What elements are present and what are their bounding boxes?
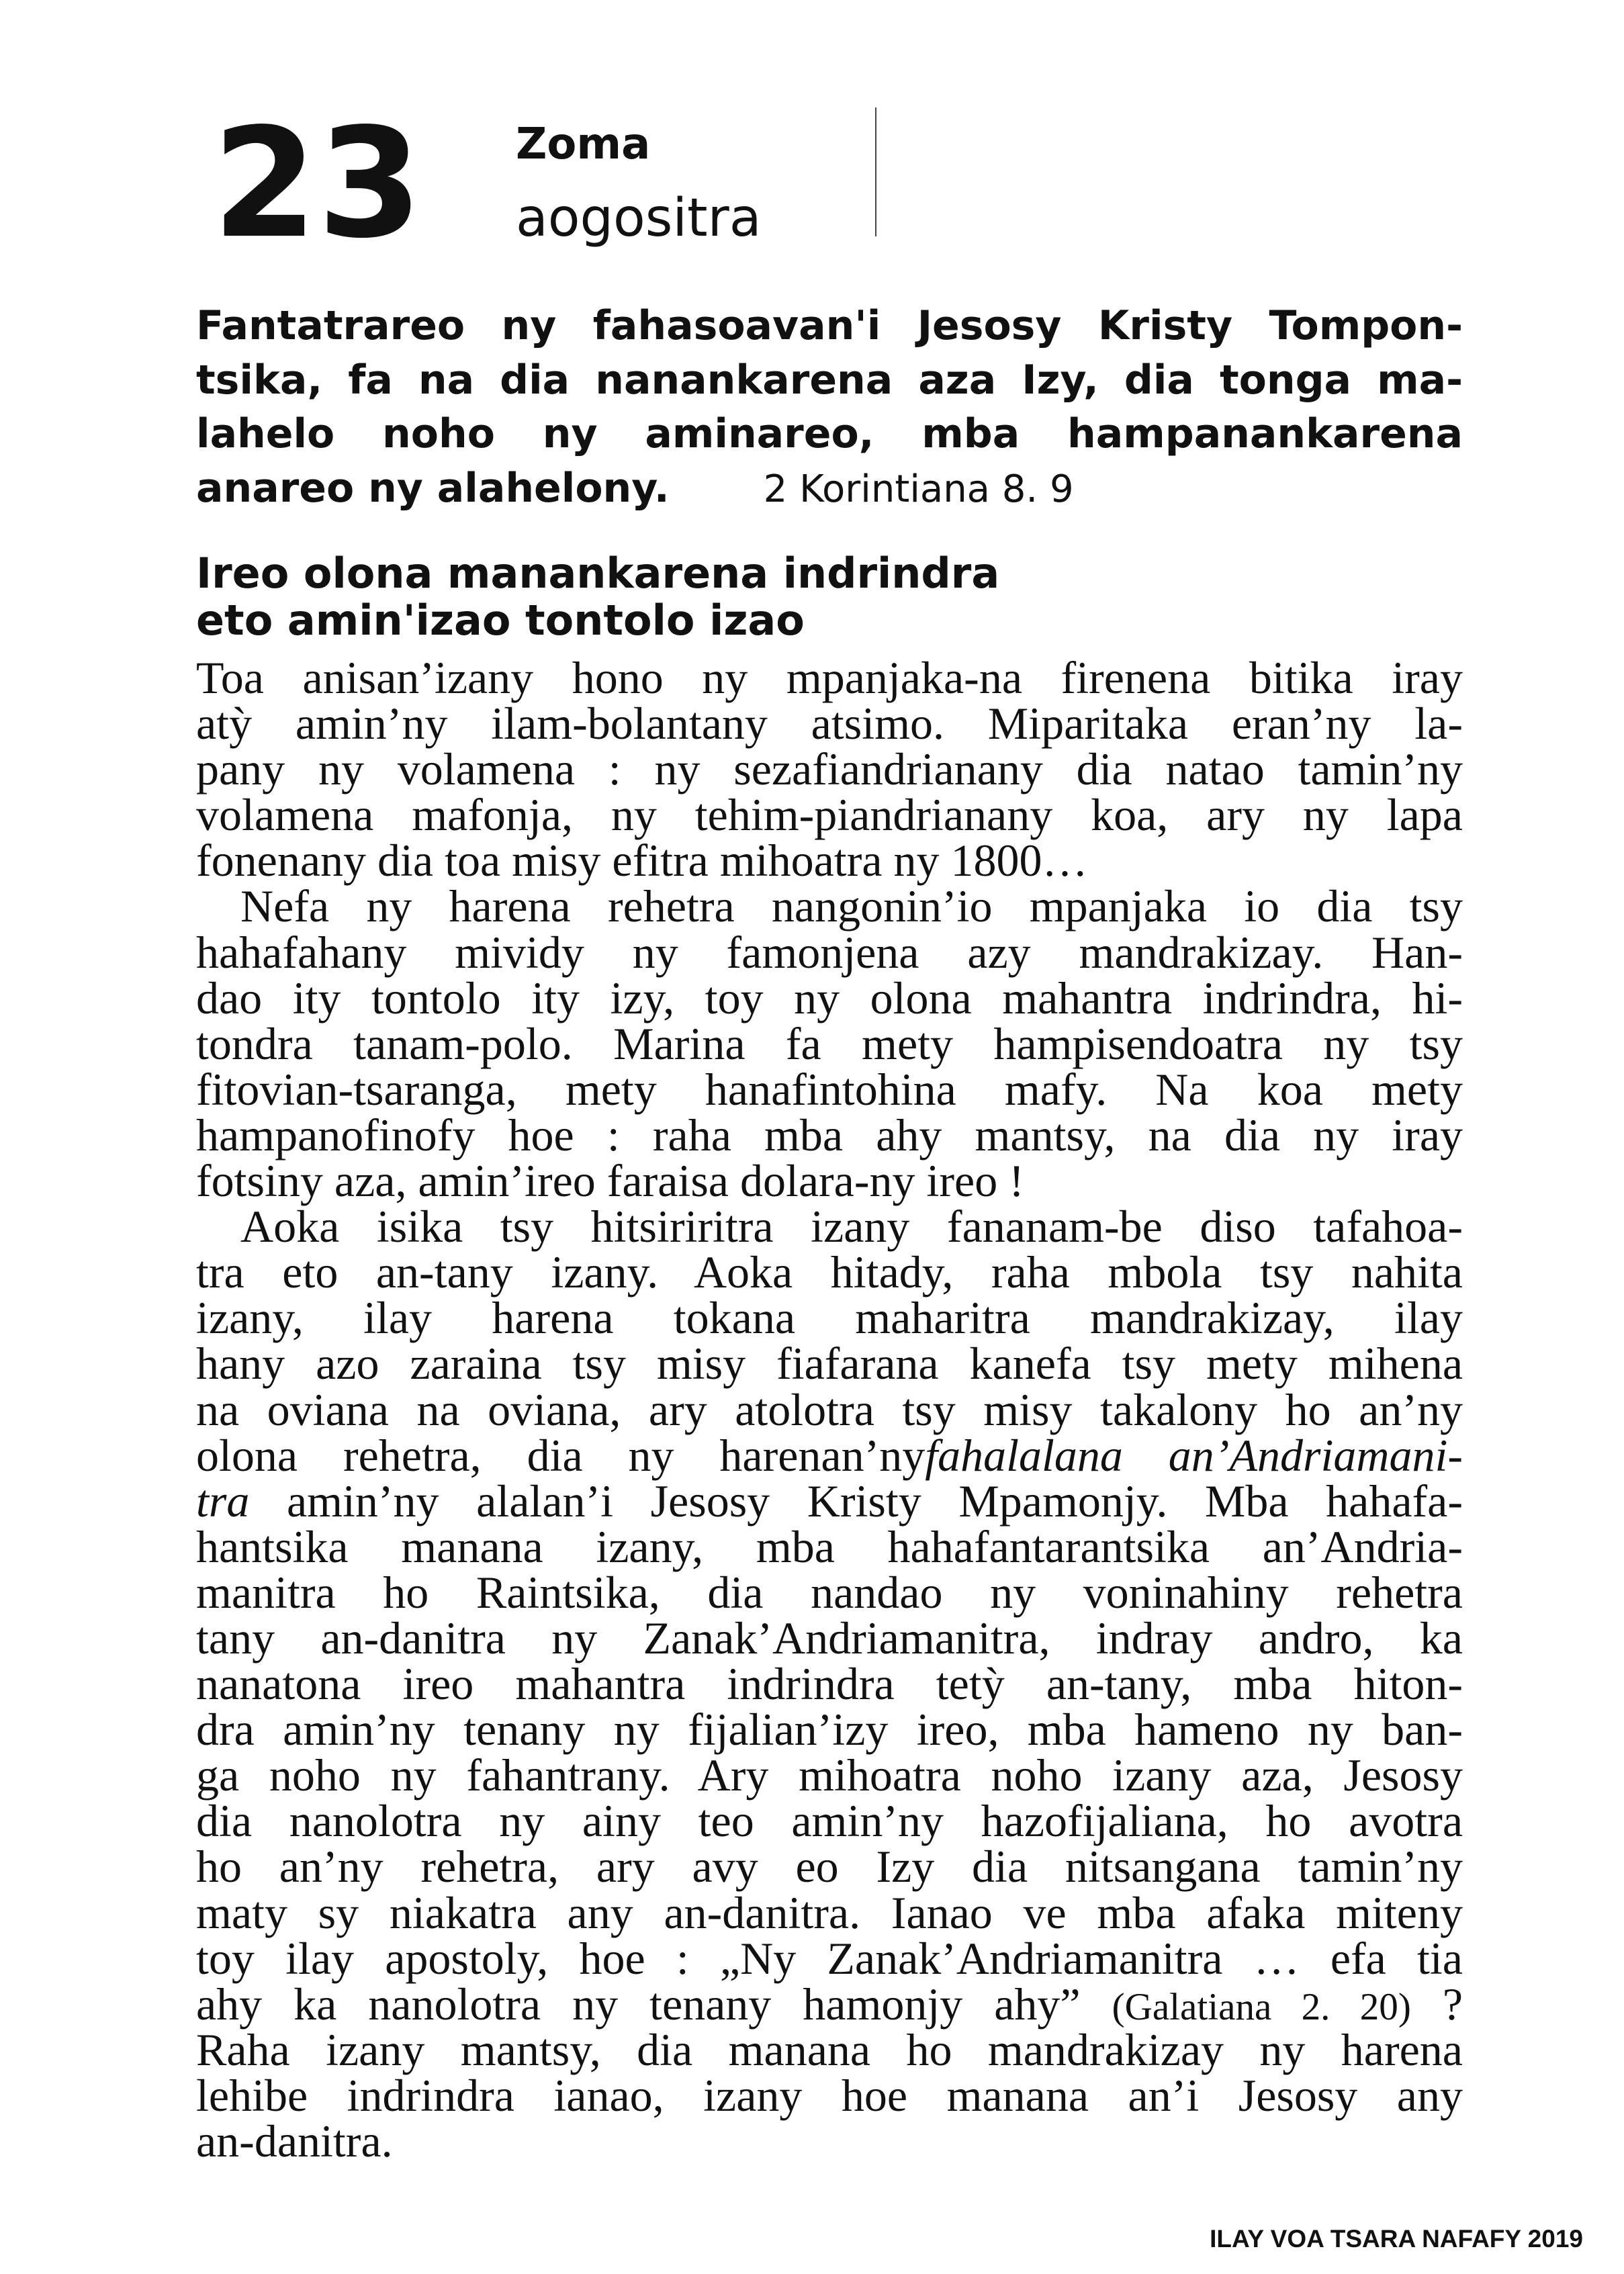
body-line: hahafahany mividy ny famonjena azy mandrakizay. Han- (196, 926, 1463, 978)
body-text-segment: olona rehetra, dia ny harenan’ny (196, 1429, 926, 1481)
body-line: lehibe indrindra ianao, izany hoe manana an’i Jesosy any (196, 2069, 1463, 2121)
daily-verse (196, 299, 1463, 515)
body-line: atỳ amin’ny ilam-bolantany atsimo. Miparitaka eran’ny la- (196, 698, 1463, 749)
body-line: dao ity tontolo ity izy, toy ny olona mahantra indrindra, hi- (196, 972, 1463, 1024)
body-line: ho an’ny rehetra, ary avy eo Izy dia nitsangana tamin’ny (196, 1841, 1463, 1893)
verse-line: Fantatrareo ny fahasoavan'i Jesosy Kristy Tompon- (196, 302, 1463, 349)
body-text-segment: ahy ka nanolotra ny tenany hamonjy ahy” (196, 1978, 1112, 2030)
body-text (196, 652, 1463, 2167)
body-line: manitra ho Raintsika, dia nandao ny voninahiny rehetra (196, 1566, 1463, 1618)
body-line: toy ilay apostoly, hoe : „Ny Zanak’Andriamanitra … efa tia (196, 1932, 1463, 1984)
body-line: na oviana na oviana, ary atolotra tsy misy takalony ho an’ny (196, 1383, 1463, 1435)
body-line: maty sy niakatra any an-danitra. Ianao ve mba afaka miteny (196, 1886, 1463, 1938)
date-weekday: Zoma (516, 120, 651, 169)
body-line: fitovian-tsaranga, mety hanafintohina mafy. Na koa mety (196, 1063, 1463, 1115)
body-line (196, 1978, 1463, 2030)
body-line: dia nanolotra ny ainy teo amin’ny hazofijaliana, ho avotra (196, 1795, 1463, 1847)
date-month: aogositra (516, 188, 762, 248)
body-line: Aoka isika tsy hitsiriritra izany fananam-be diso tafahoa- (240, 1201, 1463, 1253)
body-line: tondra tanam-polo. Marina fa mety hampisendoatra ny tsy (196, 1017, 1463, 1069)
body-line: nanatona ireo mahantra indrindra tetỳ an-tany, mba hiton- (196, 1658, 1463, 1710)
emphasis-text: tra (196, 1475, 250, 1527)
article-heading (196, 550, 1463, 644)
body-line: Raha izany mantsy, dia manana ho mandrakizay ny harena (196, 2023, 1463, 2075)
verse-reference: 2 Korintiana 8. 9 (763, 467, 1074, 511)
body-line: hany azo zaraina tsy misy fiafarana kanefa tsy mety mihena (196, 1338, 1463, 1390)
body-line: volamena mafonja, ny tehim-piandrianany koa, ary ny lapa (196, 789, 1463, 841)
citation-text: (Galatiana 2. 20) (1112, 1985, 1411, 2028)
body-line: Nefa ny harena rehetra nangonin’io mpanjaka io dia tsy (240, 880, 1463, 932)
body-line: izany, ilay harena tokana maharitra mandrakizay, ilay (196, 1292, 1463, 1344)
body-line: tany an-danitra ny Zanak’Andriamanitra, indray andro, ka (196, 1612, 1463, 1664)
body-line: hampanofinofy hoe : raha mba ahy mantsy, na dia ny iray (196, 1109, 1463, 1161)
body-line: dra amin’ny tenany ny fijalian’izy ireo, mba hameno ny ban- (196, 1704, 1463, 1756)
body-paragraph (196, 652, 1463, 886)
heading-line: Ireo olona manankarena indrindra (196, 549, 1000, 598)
body-text-segment: amin’ny alalan’i Jesosy Kristy Mpamonjy. Mba hahafa- (249, 1475, 1463, 1527)
verse-line: lahelo noho ny aminareo, mba hampanankarena (196, 410, 1463, 457)
body-paragraph (196, 1201, 1463, 2167)
emphasis-text: fahalalana an’Andriamani- (925, 1429, 1463, 1481)
body-text-segment: ? (1410, 1978, 1463, 2030)
verse-line-text: anareo ny alahelony. (196, 464, 670, 512)
date-day-number: 23 (212, 96, 423, 272)
publication-footer: ILAY VOA TSARA NAFAFY 2019 (1210, 2225, 1583, 2253)
body-line (196, 1429, 1463, 1481)
verse-line: tsika, fa na dia nanankarena aza Izy, dia tonga ma- (196, 356, 1463, 404)
body-line: tra eto an-tany izany. Aoka hitady, raha mbola tsy nahita (196, 1246, 1463, 1298)
body-line: Toa anisan’izany hono ny mpanjaka-na firenena bitika iray (196, 652, 1463, 703)
body-line: fonenany dia toa misy efitra mihoatra ny 1800… (196, 835, 1088, 886)
body-line: fotsiny aza, amin’ireo faraisa dolara-ny ireo ! (196, 1155, 1024, 1207)
body-line: pany ny volamena : ny sezafiandrianany dia natao tamin’ny (196, 743, 1463, 795)
heading-line: eto amin'izao tontolo izao (196, 596, 805, 645)
verse-line-last (196, 461, 1463, 516)
body-line (196, 1475, 1463, 1527)
body-line: ga noho ny fahantrany. Ary mihoatra noho izany aza, Jesosy (196, 1749, 1463, 1801)
body-line: an-danitra. (196, 2116, 393, 2167)
body-paragraph (196, 880, 1463, 1207)
body-line: hantsika manana izany, mba hahafantarantsika an’Andria- (196, 1520, 1463, 1572)
header-divider (875, 107, 876, 236)
